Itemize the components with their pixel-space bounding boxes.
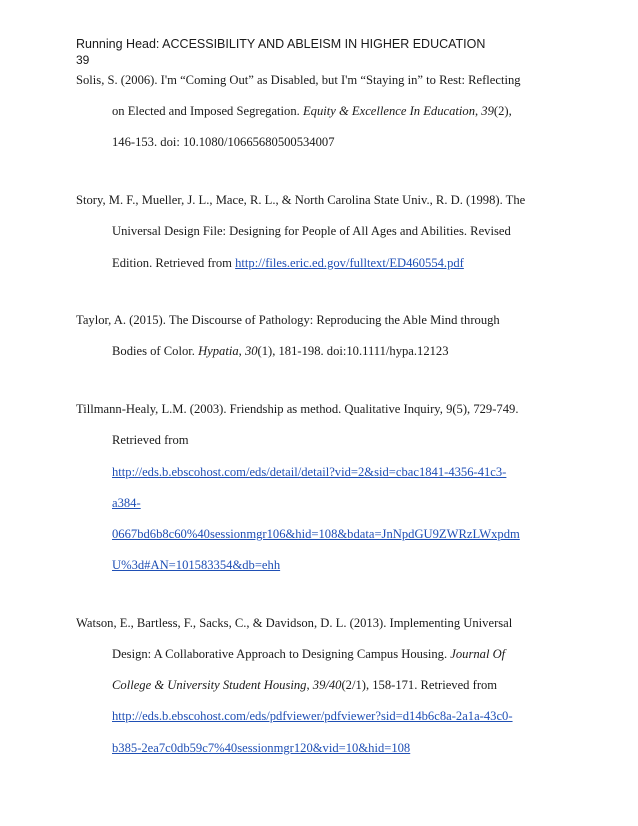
reference-line: [76, 401, 518, 417]
text-segment: (1), 181-198. doi:10.1111/hypa.12123: [257, 344, 449, 359]
italic-text: 30: [244, 344, 258, 359]
reference-line: [76, 72, 521, 88]
reference-line: [112, 343, 449, 359]
italic-text: 39: [481, 104, 494, 119]
reference-line: [112, 103, 512, 119]
page-number: 39: [76, 53, 90, 67]
text-segment: Bodies of Color.: [112, 344, 199, 359]
reference-line: [76, 615, 512, 631]
reference-line: [112, 432, 189, 448]
reference-line: [112, 223, 511, 239]
reference-line: [112, 134, 335, 150]
text-segment: Watson, E., Bartless, F., Sacks, C., & Davidson, D. L. (2013). Implementing Universal: [76, 615, 513, 630]
reference-line: [112, 526, 520, 542]
reference-line: [112, 708, 513, 724]
text-segment: on Elected and Imposed Segregation.: [112, 104, 303, 119]
reference-line: [76, 312, 500, 328]
text-segment: (2),: [493, 104, 512, 119]
reference-url-link[interactable]: http://files.eric.ed.gov/fulltext/ED460554.pdf: [235, 255, 464, 270]
reference-line: [112, 740, 410, 756]
italic-text: Hypatia: [198, 344, 239, 359]
text-segment: 146-153. doi: 10.1080/10665680500534007: [112, 135, 335, 150]
reference-line: [112, 646, 505, 662]
reference-url-link[interactable]: U%3d#AN=101583354&db=ehh: [112, 558, 281, 573]
reference-line: [112, 464, 506, 480]
text-segment: Tillmann-Healy, L.M. (2003). Friendship as method. Qualitative Inquiry, 9(5), 729-749.: [76, 402, 519, 417]
reference-url-link[interactable]: 0667bd6b8c60%40sessionmgr106&hid=108&bdata=JnNpdGU9ZWRzLWxpdm: [112, 526, 520, 541]
text-segment: Retrieved from: [112, 433, 189, 448]
text-segment: Taylor, A. (2015). The Discourse of Pathology: Reproducing the Able Mind through: [76, 313, 500, 328]
reference-line: [112, 255, 464, 271]
text-segment: Design: A Collaborative Approach to Designing Campus Housing.: [112, 647, 451, 662]
text-segment: ,: [306, 678, 313, 693]
italic-text: 39/40: [312, 678, 342, 693]
italic-text: College & University Student Housing: [112, 678, 307, 693]
running-head: Running Head: ACCESSIBILITY AND ABLEISM IN HIGHER EDUCATION: [76, 37, 486, 51]
text-segment: ,: [475, 104, 482, 119]
reference-line: [112, 557, 280, 573]
reference-url-link[interactable]: http://eds.b.ebscohost.com/eds/detail/detail?vid=2&sid=cbac1841-4356-41c3-: [112, 464, 507, 479]
text-segment: Edition. Retrieved from: [112, 255, 236, 270]
reference-line: [112, 677, 497, 693]
italic-text: Journal Of: [450, 647, 506, 662]
reference-line: [76, 192, 525, 208]
reference-line: [112, 495, 141, 511]
text-segment: Universal Design File: Designing for People of All Ages and Abilities. Revised: [112, 224, 511, 239]
text-segment: (2/1), 158-171. Retrieved from: [341, 678, 498, 693]
italic-text: Equity & Excellence In Education: [302, 104, 475, 119]
reference-url-link[interactable]: b385-2ea7c0db59c7%40sessionmgr120&vid=10&hid=108: [112, 740, 411, 755]
text-segment: Solis, S. (2006). I'm “Coming Out” as Disabled, but I'm “Staying in” to Rest: Reflecting: [76, 73, 521, 87]
text-segment: Story, M. F., Mueller, J. L., Mace, R. L., & North Carolina State Univ., R. D. (1998). The: [76, 193, 526, 208]
reference-url-link[interactable]: a384-: [112, 495, 141, 510]
text-segment: ,: [238, 344, 245, 359]
reference-url-link[interactable]: http://eds.b.ebscohost.com/eds/pdfviewer/pdfviewer?sid=d14b6c8a-2a1a-43c0-: [112, 709, 513, 724]
